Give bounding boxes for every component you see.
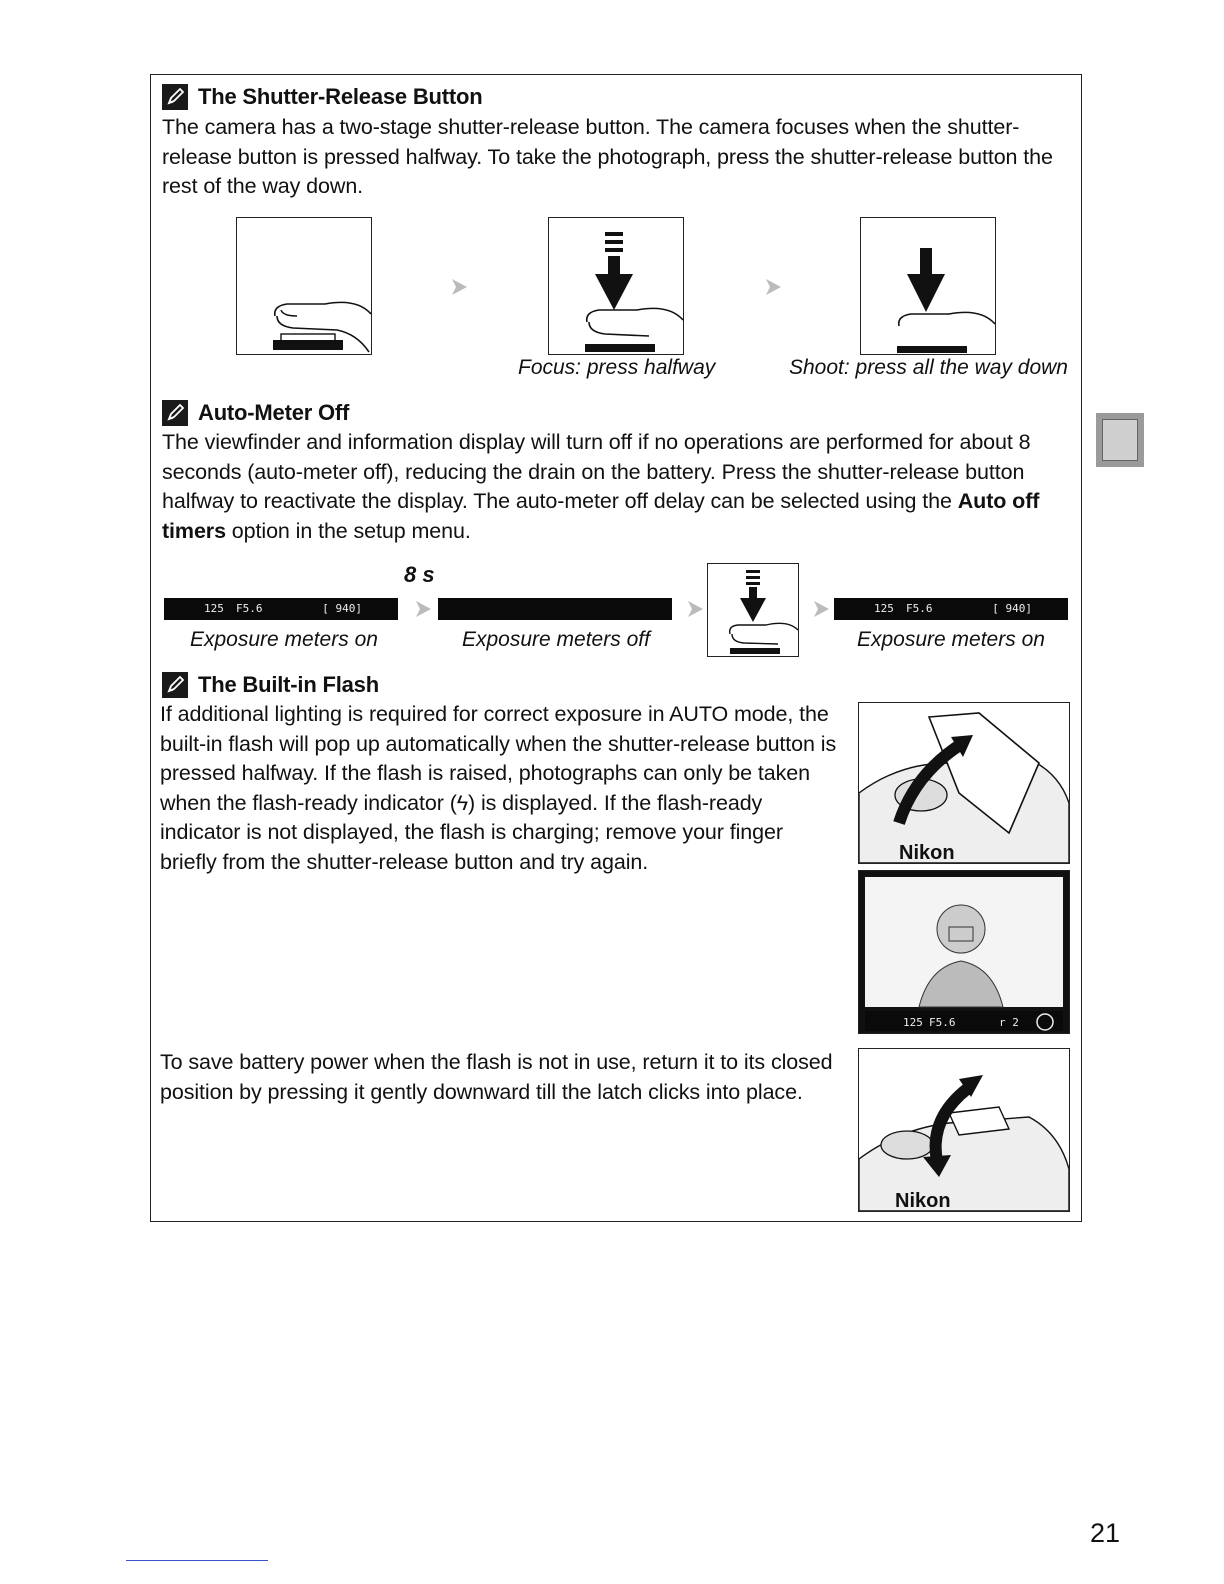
caption-meters-off: Exposure meters off [462, 628, 650, 651]
flash-close-body: To save battery power when the flash is not in use, return it to its closed position by pressing it gently downward till the latch clicks into place. [160, 1050, 833, 1104]
pencil-note-icon [162, 672, 188, 698]
finger-rest-illustration [236, 217, 372, 355]
shutter-note-heading [162, 84, 483, 110]
autometer-heading-text: Auto-Meter Off [198, 400, 350, 425]
step-arrow-icon [762, 276, 784, 298]
flash-note-heading [162, 672, 379, 698]
step-arrow-icon [448, 276, 470, 298]
autometer-body: The viewfinder and information display will turn off if no operations are performed for about 8 seconds (auto-meter off), reducing the drain on the battery. Press the shutter-release button halfway to reactivate the display. The auto-meter off delay can be selected using the Auto off timers option in the setup menu. [162, 430, 1040, 543]
step-arrow-icon [810, 598, 832, 620]
flash-popup-photo [858, 702, 1070, 864]
info-display-off [438, 598, 672, 620]
svg-text:F5.6: F5.6 [929, 1016, 956, 1029]
flash-body: If additional lighting is required for correct exposure in AUTO mode, the built-in flash will pop up automatically when the shutter-release button is pressed halfway. If the flash is raised, photographs can only be taken when the flash-ready indicator (ϟ) is displayed. If the flash-ready indicator is not displayed, the flash is charging; remove your finger briefly from the shutter-release button and try again. [160, 702, 837, 874]
page-number: 21 [1090, 1518, 1121, 1548]
flash-close-photo [858, 1048, 1070, 1212]
viewfinder-photo [858, 870, 1070, 1034]
half-press-illustration [548, 217, 684, 355]
auto-off-timers-term: Auto off timers [162, 489, 1040, 543]
full-press-illustration [860, 217, 996, 355]
shutter-heading-text: The Shutter-Release Button [198, 84, 483, 109]
autometer-note-heading [162, 400, 349, 426]
camera-brand: Nikon [895, 1190, 951, 1211]
flash-heading-text: The Built-in Flash [198, 672, 379, 697]
svg-text:r 2: r 2 [999, 1016, 1019, 1029]
half-press-small-illustration [707, 563, 799, 657]
chapter-tab-icon [1096, 413, 1144, 467]
pencil-note-icon [162, 84, 188, 110]
step-arrow-icon [684, 598, 706, 620]
caption-meters-on-left: Exposure meters on [190, 628, 378, 651]
step-arrow-icon [412, 598, 434, 620]
camera-brand: Nikon [899, 842, 955, 863]
caption-focus: Focus: press halfway [518, 356, 716, 379]
info-display-on-right: 125 F5.6 [ 940] [834, 598, 1068, 620]
caption-meters-on-right: Exposure meters on [857, 628, 1045, 651]
info-display-on-left: 125 F5.6 [ 940] [164, 598, 398, 620]
svg-text:125: 125 [903, 1016, 923, 1029]
delay-label: 8 s [404, 562, 435, 587]
pencil-note-icon [162, 400, 188, 426]
footer-rule [126, 1560, 268, 1561]
shutter-body: The camera has a two-stage shutter-release button. The camera focuses when the shutter-release button is pressed halfway. To take the photograph, press the shutter-release button the rest of the way down. [162, 115, 1053, 198]
caption-shoot: Shoot: press all the way down [789, 356, 1068, 379]
